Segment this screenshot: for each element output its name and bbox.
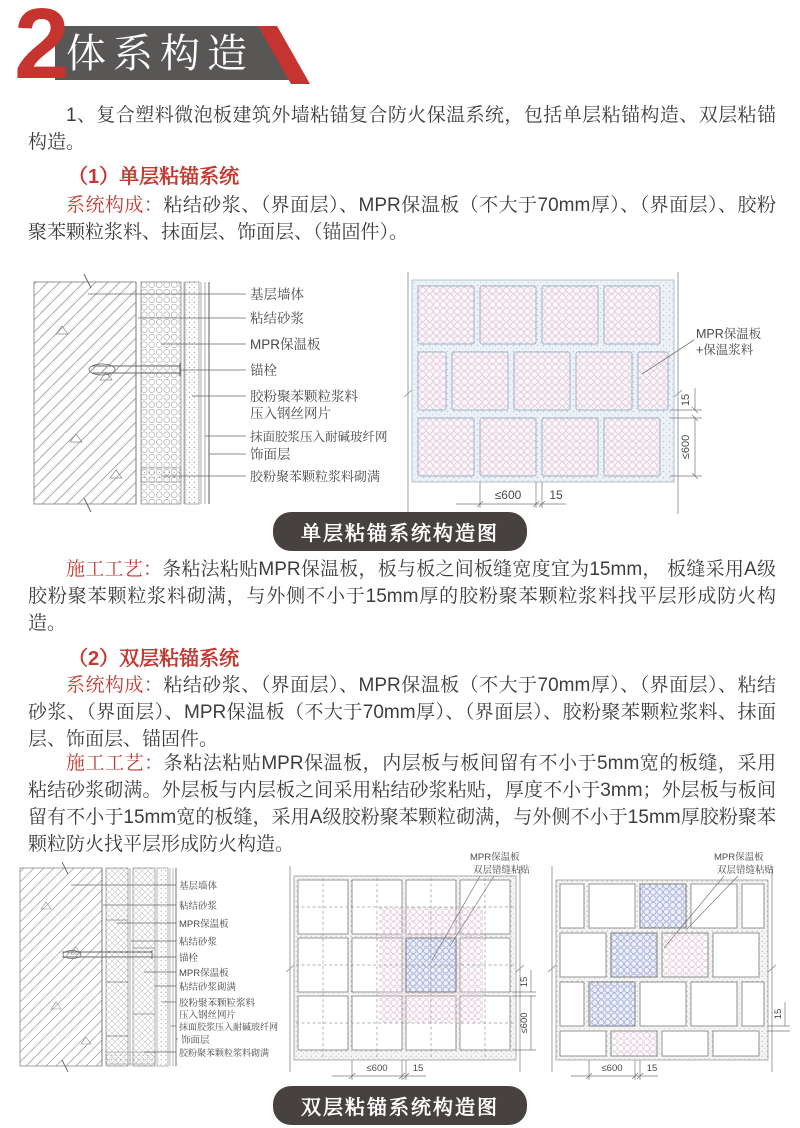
diagram-label: 粘结砂浆: [250, 311, 304, 326]
panel-label-line1: MPR保温板: [714, 852, 764, 863]
dim-joint-v: 15: [519, 976, 530, 988]
single-layer-panel-elevation-diagram: [398, 266, 792, 520]
dim-panel-v: ≤600: [519, 1012, 530, 1034]
outer-insulation-board: [133, 868, 155, 1066]
diagram-label: 抹面胶浆压入耐碱玻纤网: [250, 430, 388, 444]
section1-heading: （1）单层粘锚系统: [68, 166, 240, 188]
diagram-label: 锚栓: [250, 363, 277, 378]
diagram-label: 压入钢丝网片: [179, 1010, 237, 1021]
panel-label-line1: MPR保温板: [696, 327, 762, 341]
diagram-label: 压入钢丝网片: [250, 406, 331, 421]
dim-joint-h: 15: [412, 1063, 424, 1074]
process-label: 施工工艺：: [66, 753, 164, 774]
section2-heading: （2）双层粘锚系统: [68, 648, 240, 670]
diagram-label: 胶粉聚苯颗粒浆料: [179, 998, 256, 1009]
single-layer-wall-section-diagram: [28, 266, 400, 520]
panel-label-line1: MPR保温板: [470, 852, 520, 863]
composition-label: 系统构成：: [66, 675, 164, 696]
composition-label: 系统构成：: [66, 195, 164, 216]
diagram-label: 基层墙体: [250, 287, 304, 302]
process-label: 施工工艺：: [66, 559, 163, 580]
paste-layer: [157, 868, 168, 1066]
section-number: 2: [14, 0, 70, 100]
joint-fill-strip: [106, 1052, 155, 1064]
single-system-caption: 单层粘锚系统构造图: [273, 512, 527, 551]
diagram-label: 胶粉聚苯颗粒浆料: [250, 389, 358, 404]
panel-label-line2: 双层错缝粘贴: [473, 865, 531, 876]
process-text: 条粘法粘贴MPR保温板，内层板与板间留有不小于5mm宽的板缝，采用粘结砂浆砌满。外层板与内层板之间采用粘结砂浆粘贴，厚度不小于3mm；外层板与板间留有不小于15mm宽的板缝，采用A级胶粉聚苯颗粒砌满，与外侧不小于15mm厚胶粉聚苯颗粒防火找平层形成防火构造。: [28, 753, 776, 855]
section2-composition: [28, 672, 776, 753]
section1-process: [28, 556, 776, 637]
diagram-label: 锚栓: [179, 953, 199, 964]
base-wall-hatch: [20, 868, 102, 1066]
double-layer-wall-section-diagram: [16, 856, 292, 1086]
double-layer-brick-elevation-diagram: [546, 850, 800, 1086]
dim-panel-v: ≤600: [680, 434, 692, 460]
composition-text: 粘结砂浆、（界面层）、MPR保温板（不大于70mm厚）、（界面层）、粘结砂浆、（界面层）、MPR保温板（不大于70mm厚）、（界面层）、胶粉聚苯颗粒浆料、抹面层、饰面层、锚固件。: [28, 675, 776, 750]
diagram-label: 粘结砂浆: [179, 901, 218, 912]
finish-layers: [170, 868, 173, 1066]
diagram-label: MPR保温板: [179, 919, 229, 930]
diagram-label: 饰面层: [250, 447, 291, 462]
joint-fill-strip: [141, 468, 181, 482]
intro-paragraph: 1、复合塑料微泡板建筑外墙粘锚复合防火保温系统，包括单层粘锚构造、双层粘锚构造。: [28, 105, 776, 153]
diagram-label: 胶粉聚苯颗粒浆料砌满: [179, 1048, 270, 1058]
composition-text: 粘结砂浆、（界面层）、MPR保温板（不大于70mm厚）、（界面层）、胶粉聚苯颗粒浆料、抹面层、饰面层、（锚固件）。: [28, 195, 776, 243]
panel-label-line2: 双层错缝粘贴: [717, 865, 775, 876]
insulation-panels: [418, 286, 668, 476]
page-title: 体系构造: [66, 32, 254, 76]
panel-label-line2: +保温浆料: [696, 343, 754, 357]
diagram-label: 基层墙体: [179, 881, 218, 892]
diagram-label: 粘结砂浆砌满: [179, 982, 237, 993]
process-text: 条粘法粘贴MPR保温板，板与板之间板缝宽度宜为15mm， 板缝采用A级胶粉聚苯颗粒浆料砌满，与外侧不小于15mm厚的胶粉聚苯颗粒浆料找平层形成防火构造。: [28, 559, 776, 634]
dim-panel-h: ≤600: [494, 488, 522, 502]
diagram-label: MPR保温板: [179, 968, 229, 979]
base-wall-hatch: [34, 282, 136, 504]
paste-layer: [185, 282, 199, 504]
dim-panel-h: ≤600: [366, 1063, 388, 1074]
double-system-caption: 双层粘锚系统构造图: [273, 1086, 527, 1125]
section2-process: [28, 750, 776, 858]
finish-layers: [201, 282, 205, 504]
dim-joint-v: 15: [680, 393, 692, 407]
dim-joint-v: 15: [773, 1008, 784, 1020]
dim-panel-h: ≤600: [601, 1063, 623, 1074]
diagram-label: 胶粉聚苯颗粒浆料砌满: [250, 469, 381, 484]
double-layer-grid-elevation-diagram: [280, 850, 548, 1086]
dim-joint-h: 15: [549, 488, 563, 502]
diagram-label: 饰面层: [181, 1035, 210, 1046]
diagram-label: 粘结砂浆: [179, 937, 218, 948]
dim-joint-h: 15: [646, 1063, 658, 1074]
section1-composition: [28, 192, 776, 246]
diagram-label: 抹面胶浆压入耐碱玻纤网: [179, 1022, 279, 1032]
diagram-label: MPR保温板: [250, 337, 321, 352]
